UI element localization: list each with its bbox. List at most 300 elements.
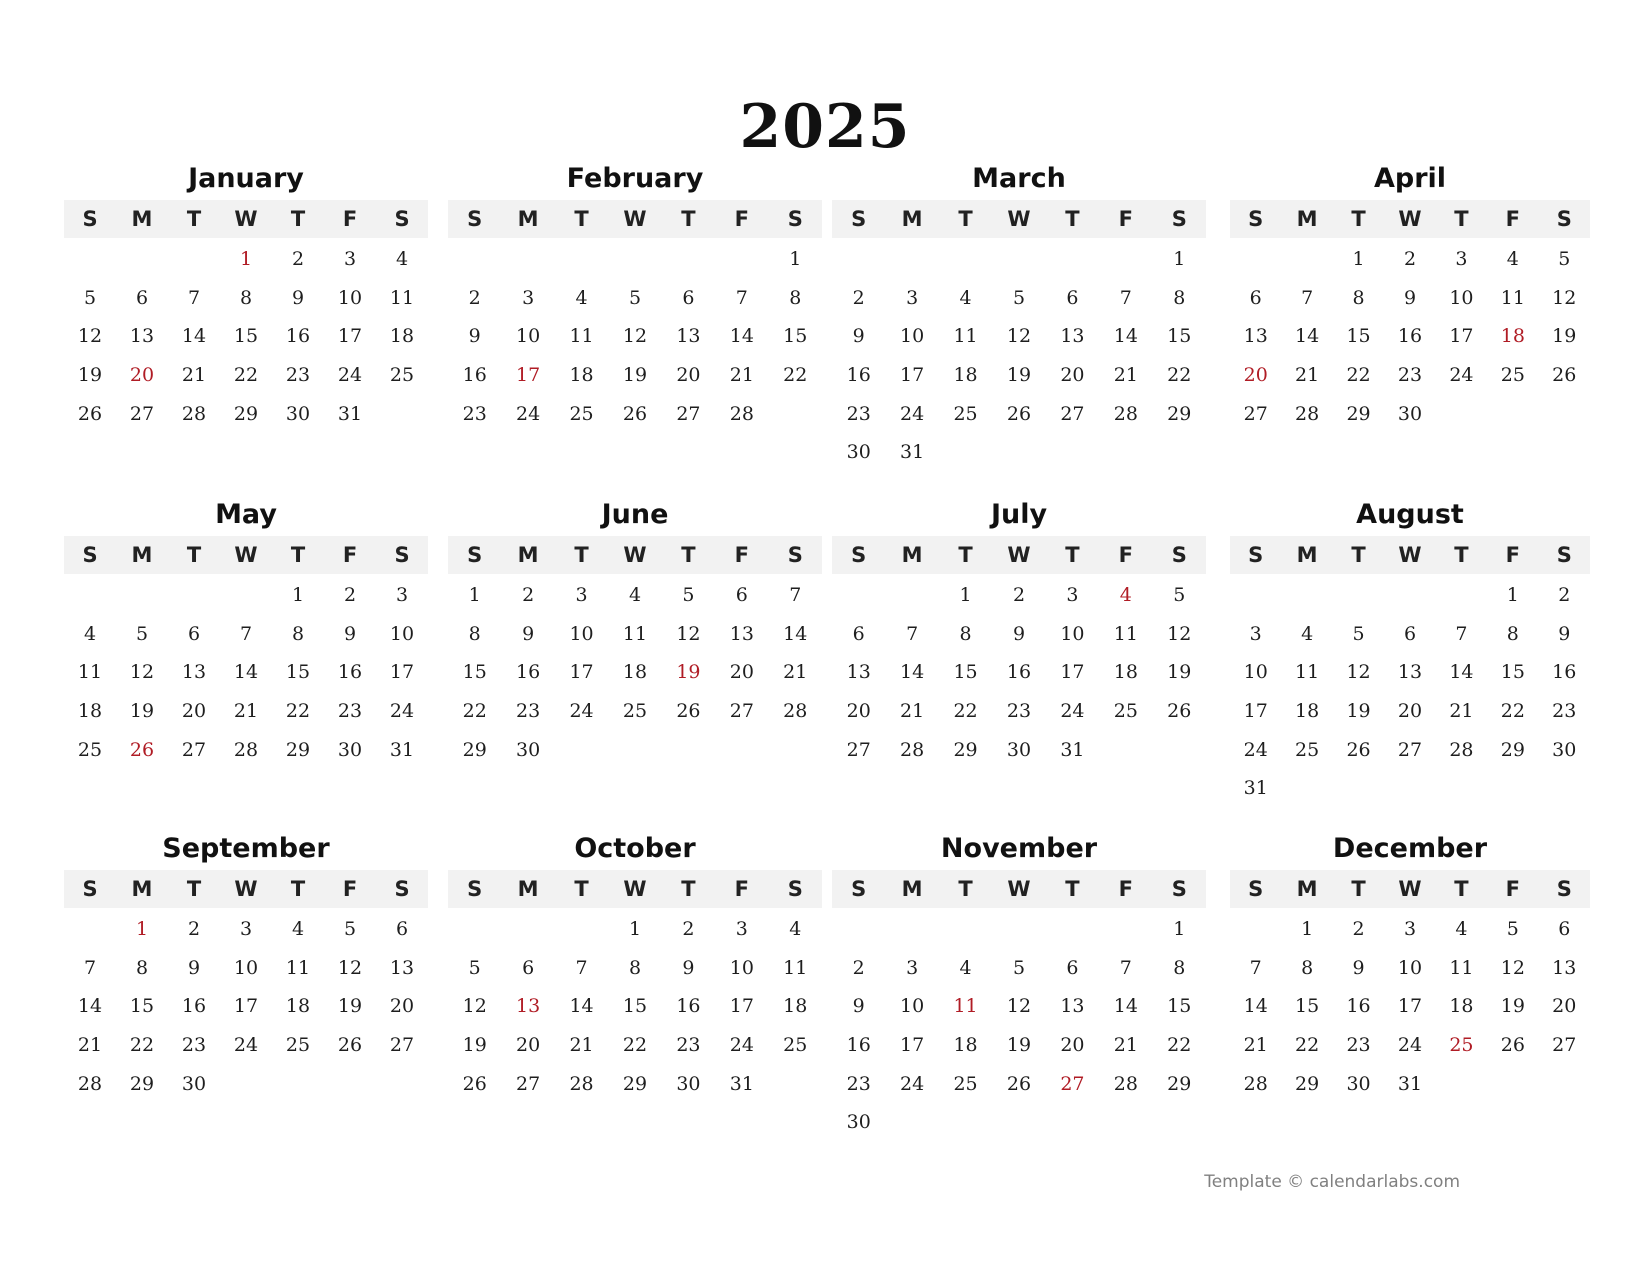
weekday-label: T <box>681 543 696 567</box>
day-cell: 17 <box>233 995 259 1018</box>
day-cell: 19 <box>129 700 155 723</box>
day-cell: 4 <box>395 248 409 270</box>
weekday-label: M <box>1296 877 1318 901</box>
empty-cell <box>555 240 608 279</box>
weekday-header <box>1230 870 1590 908</box>
day-cell: 9 <box>852 325 865 348</box>
weekday-label: S <box>82 207 98 231</box>
empty-cell <box>501 240 554 279</box>
day-cell: 2 <box>852 286 865 309</box>
day-cell: 15 <box>1167 325 1192 348</box>
day-cell: 13 <box>129 325 155 348</box>
day-grid <box>832 910 1206 1142</box>
weekday-label: W <box>1007 877 1031 901</box>
day-cell: 17 <box>1243 700 1268 723</box>
day-cell: 14 <box>77 995 103 1018</box>
day-cell: 26 <box>1552 364 1577 387</box>
day-cell: 14 <box>233 661 259 684</box>
day-cell: 31 <box>1243 777 1268 800</box>
day-cell: 30 <box>1346 1072 1371 1095</box>
day-cell: 13 <box>181 661 207 684</box>
day-cell: 13 <box>846 661 871 684</box>
day-cell: 24 <box>900 402 925 425</box>
day-cell: 9 <box>343 622 357 645</box>
weekday-label: S <box>1556 877 1572 901</box>
weekday-label: T <box>1065 207 1080 231</box>
day-cell: 17 <box>337 325 363 348</box>
day-cell: 12 <box>1500 956 1525 979</box>
day-cell: 5 <box>343 918 357 940</box>
day-grid <box>832 240 1206 472</box>
day-cell: 23 <box>676 1034 701 1057</box>
day-cell: 9 <box>291 286 305 309</box>
weekday-label: S <box>851 543 867 567</box>
weekday-label: T <box>1454 207 1469 231</box>
weekday-label: F <box>1505 543 1521 567</box>
day-cell: 20 <box>1397 700 1423 723</box>
day-cell: 9 <box>468 325 481 348</box>
day-cell: 27 <box>1243 402 1268 425</box>
holiday-date: 4 <box>1119 584 1132 606</box>
day-cell: 31 <box>1060 738 1085 761</box>
day-cell: 11 <box>285 956 311 979</box>
day-cell: 16 <box>285 325 311 348</box>
day-cell: 14 <box>729 325 754 348</box>
weekday-label: T <box>958 543 973 567</box>
day-cell: 3 <box>1249 622 1262 645</box>
holiday-date: 11 <box>953 995 978 1018</box>
month-title-february: February <box>566 163 704 194</box>
day-cell: 16 <box>1006 661 1032 684</box>
weekday-label: S <box>787 543 803 567</box>
weekday-label: S <box>851 877 867 901</box>
month-title-may: May <box>215 499 277 530</box>
holiday-date: 1 <box>239 248 253 270</box>
day-cell: 4 <box>959 956 972 979</box>
day-cell: 17 <box>389 661 415 684</box>
day-cell: 3 <box>906 956 919 979</box>
weekday-label: W <box>234 877 258 901</box>
day-cell: 11 <box>569 325 594 348</box>
day-cell: 28 <box>1113 1072 1138 1095</box>
day-cell: 4 <box>959 286 972 309</box>
weekday-label: S <box>1171 877 1187 901</box>
day-cell: 22 <box>783 364 808 387</box>
day-cell: 23 <box>181 1034 207 1057</box>
day-cell: 18 <box>1295 700 1320 723</box>
day-cell: 1 <box>1506 584 1519 606</box>
day-cell: 7 <box>735 286 748 309</box>
month-title-march: March <box>972 163 1066 194</box>
holiday-date: 27 <box>1060 1072 1085 1095</box>
day-cell: 23 <box>1006 700 1032 723</box>
day-cell: 2 <box>852 956 865 979</box>
day-cell: 16 <box>676 995 701 1018</box>
day-cell: 17 <box>569 661 594 684</box>
day-cell: 18 <box>1449 995 1474 1018</box>
day-cell: 6 <box>187 622 201 645</box>
day-cell: 21 <box>900 700 925 723</box>
day-cell: 6 <box>522 956 535 979</box>
weekday-label: W <box>1007 207 1031 231</box>
day-cell: 22 <box>1295 1034 1320 1057</box>
day-cell: 22 <box>233 364 259 387</box>
day-cell: 22 <box>285 700 311 723</box>
day-cell: 20 <box>389 995 415 1018</box>
day-cell: 9 <box>1012 622 1026 645</box>
day-cell: 10 <box>1060 622 1085 645</box>
empty-cell <box>662 240 715 279</box>
weekday-label: S <box>1556 207 1572 231</box>
day-cell: 3 <box>522 286 535 309</box>
day-cell: 8 <box>1173 956 1186 979</box>
day-cell: 4 <box>1455 918 1468 940</box>
weekday-header <box>64 870 428 908</box>
month-title-september: September <box>162 833 330 864</box>
day-cell: 10 <box>233 956 259 979</box>
weekday-label: W <box>623 877 647 901</box>
day-cell: 19 <box>1006 1034 1032 1057</box>
empty-cell <box>608 240 661 279</box>
day-cell: 11 <box>1500 286 1525 309</box>
day-cell: 30 <box>1552 738 1577 761</box>
empty-cell <box>939 910 992 949</box>
weekday-header <box>64 200 428 238</box>
weekday-header <box>64 536 428 574</box>
day-cell: 28 <box>233 738 259 761</box>
empty-cell <box>64 910 116 949</box>
day-cell: 22 <box>129 1034 155 1057</box>
day-cell: 25 <box>389 364 415 387</box>
weekday-label: S <box>467 543 483 567</box>
day-cell: 8 <box>1352 286 1365 309</box>
month-title-december: December <box>1332 833 1488 864</box>
day-cell: 2 <box>1403 248 1417 270</box>
holiday-date: 20 <box>129 364 155 387</box>
empty-cell <box>832 240 885 279</box>
day-cell: 12 <box>622 325 648 348</box>
day-cell: 11 <box>622 622 648 645</box>
day-cell: 13 <box>1552 956 1577 979</box>
weekday-label: S <box>394 877 410 901</box>
day-cell: 27 <box>846 738 871 761</box>
day-cell: 7 <box>1119 956 1132 979</box>
day-cell: 1 <box>789 248 802 270</box>
day-cell: 11 <box>1113 622 1138 645</box>
day-cell: 27 <box>1060 402 1085 425</box>
empty-cell <box>1230 576 1281 615</box>
weekday-label: W <box>623 543 647 567</box>
weekday-header <box>832 200 1206 238</box>
empty-cell <box>501 910 554 949</box>
empty-cell <box>1384 576 1435 615</box>
month-title-june: June <box>601 499 669 530</box>
weekday-label: S <box>394 543 410 567</box>
day-cell: 1 <box>959 584 972 606</box>
weekday-header <box>1230 536 1590 574</box>
day-cell: 27 <box>389 1034 415 1057</box>
day-cell: 16 <box>1346 995 1371 1018</box>
weekday-label: M <box>131 207 153 231</box>
day-cell: 27 <box>1397 738 1423 761</box>
month-july <box>832 498 1206 769</box>
weekday-label: T <box>1351 543 1366 567</box>
day-cell: 15 <box>783 325 808 348</box>
holiday-date: 1 <box>135 918 149 940</box>
day-cell: 20 <box>1552 995 1577 1018</box>
day-cell: 7 <box>906 622 919 645</box>
day-cell: 23 <box>1346 1034 1371 1057</box>
day-cell: 13 <box>1243 325 1268 348</box>
month-november <box>832 832 1206 1142</box>
month-title-august: August <box>1356 499 1464 530</box>
year-title: 2025 <box>739 92 911 162</box>
day-cell: 10 <box>337 286 363 309</box>
day-cell: 6 <box>395 918 409 940</box>
weekday-label: S <box>467 877 483 901</box>
day-cell: 16 <box>1552 661 1577 684</box>
day-cell: 2 <box>1558 584 1571 606</box>
empty-cell <box>168 240 220 279</box>
day-cell: 24 <box>1060 700 1085 723</box>
day-cell: 29 <box>233 402 259 425</box>
weekday-label: W <box>1398 543 1422 567</box>
day-cell: 21 <box>1113 1034 1138 1057</box>
day-grid <box>1230 240 1590 433</box>
day-cell: 17 <box>1449 325 1474 348</box>
empty-cell <box>1046 910 1099 949</box>
day-cell: 6 <box>735 584 748 606</box>
month-february <box>448 162 822 433</box>
weekday-label: T <box>574 543 589 567</box>
day-cell: 26 <box>676 700 701 723</box>
day-cell: 14 <box>900 661 925 684</box>
weekday-label: S <box>787 207 803 231</box>
weekday-label: M <box>1296 207 1318 231</box>
day-cell: 28 <box>569 1072 594 1095</box>
day-cell: 21 <box>181 364 207 387</box>
day-cell: 19 <box>1346 700 1371 723</box>
day-grid <box>448 240 822 433</box>
template-credit: Template © calendarlabs.com <box>1204 1172 1460 1192</box>
weekday-label: T <box>1454 877 1469 901</box>
empty-cell <box>1230 240 1281 279</box>
weekday-label: F <box>342 207 358 231</box>
day-cell: 3 <box>395 584 409 606</box>
empty-cell <box>992 240 1045 279</box>
month-june <box>448 498 822 769</box>
month-title-april: April <box>1373 163 1447 194</box>
day-cell: 5 <box>1506 918 1519 940</box>
day-cell: 12 <box>1167 622 1192 645</box>
month-september <box>64 832 428 1103</box>
weekday-label: S <box>1248 877 1264 901</box>
month-title-july: July <box>990 499 1048 530</box>
day-cell: 8 <box>1506 622 1519 645</box>
day-cell: 21 <box>233 700 259 723</box>
day-cell: 24 <box>1449 364 1474 387</box>
day-cell: 8 <box>239 286 253 309</box>
day-cell: 9 <box>852 995 865 1018</box>
day-cell: 22 <box>1346 364 1371 387</box>
day-cell: 6 <box>1066 956 1079 979</box>
day-cell: 24 <box>337 364 363 387</box>
day-cell: 5 <box>628 286 642 309</box>
holiday-date: 19 <box>676 661 701 684</box>
day-cell: 18 <box>569 364 594 387</box>
day-cell: 12 <box>676 622 701 645</box>
weekday-label: S <box>1556 543 1572 567</box>
weekday-label: S <box>394 207 410 231</box>
day-cell: 3 <box>1455 248 1468 270</box>
day-cell: 9 <box>682 956 695 979</box>
day-cell: 14 <box>783 622 808 645</box>
day-cell: 26 <box>1346 738 1371 761</box>
day-cell: 8 <box>959 622 972 645</box>
day-cell: 31 <box>729 1072 754 1095</box>
day-cell: 21 <box>729 364 754 387</box>
day-cell: 23 <box>846 1072 871 1095</box>
day-cell: 24 <box>233 1034 259 1057</box>
weekday-label: W <box>623 207 647 231</box>
month-title-october: October <box>574 833 696 864</box>
weekday-label: T <box>681 877 696 901</box>
day-cell: 25 <box>1113 700 1138 723</box>
weekday-label: T <box>186 207 202 231</box>
day-cell: 6 <box>682 286 695 309</box>
day-cell: 30 <box>1397 402 1423 425</box>
day-cell: 10 <box>516 325 541 348</box>
day-cell: 14 <box>569 995 594 1018</box>
day-cell: 25 <box>1295 738 1320 761</box>
day-cell: 20 <box>181 700 207 723</box>
day-cell: 6 <box>1558 918 1571 940</box>
empty-cell <box>885 576 938 615</box>
day-cell: 19 <box>622 364 648 387</box>
day-cell: 2 <box>1012 584 1026 606</box>
day-cell: 10 <box>900 325 925 348</box>
weekday-label: M <box>131 877 153 901</box>
day-cell: 1 <box>291 584 305 606</box>
day-cell: 4 <box>83 622 97 645</box>
weekday-label: F <box>734 543 750 567</box>
day-cell: 13 <box>1397 661 1423 684</box>
day-grid <box>64 240 428 433</box>
weekday-label: W <box>1398 877 1422 901</box>
day-cell: 25 <box>77 738 103 761</box>
day-cell: 22 <box>462 700 487 723</box>
day-cell: 21 <box>1449 700 1474 723</box>
day-cell: 7 <box>1119 286 1132 309</box>
day-cell: 25 <box>285 1034 311 1057</box>
empty-cell <box>64 576 116 615</box>
day-cell: 20 <box>516 1034 541 1057</box>
day-cell: 15 <box>1167 995 1192 1018</box>
weekday-label: F <box>342 543 358 567</box>
day-cell: 6 <box>852 622 865 645</box>
day-cell: 9 <box>187 956 201 979</box>
day-cell: 2 <box>468 286 481 309</box>
day-cell: 30 <box>516 738 541 761</box>
empty-cell <box>116 576 168 615</box>
day-cell: 23 <box>462 402 487 425</box>
day-cell: 15 <box>1295 995 1320 1018</box>
weekday-label: W <box>234 543 258 567</box>
weekday-label: M <box>901 877 923 901</box>
day-cell: 24 <box>1397 1034 1423 1057</box>
day-cell: 4 <box>1506 248 1519 270</box>
day-cell: 17 <box>729 995 754 1018</box>
weekday-header <box>1230 200 1590 238</box>
weekday-label: W <box>1007 543 1031 567</box>
day-cell: 22 <box>1167 1034 1192 1057</box>
day-cell: 27 <box>181 738 207 761</box>
weekday-label: F <box>1118 207 1134 231</box>
day-cell: 10 <box>1243 661 1268 684</box>
day-grid <box>1230 576 1590 808</box>
day-cell: 21 <box>1113 364 1138 387</box>
day-cell: 27 <box>129 402 155 425</box>
day-cell: 19 <box>1500 995 1525 1018</box>
empty-cell <box>1333 576 1384 615</box>
day-cell: 2 <box>522 584 535 606</box>
month-january <box>64 162 428 433</box>
day-cell: 9 <box>1558 622 1571 645</box>
day-cell: 5 <box>135 622 149 645</box>
day-cell: 30 <box>846 1111 871 1134</box>
day-cell: 10 <box>569 622 594 645</box>
day-cell: 16 <box>181 995 207 1018</box>
day-cell: 21 <box>783 661 808 684</box>
day-cell: 28 <box>181 402 207 425</box>
day-cell: 27 <box>1552 1034 1577 1057</box>
month-may <box>64 498 428 769</box>
day-cell: 24 <box>569 700 594 723</box>
day-cell: 29 <box>462 738 487 761</box>
day-cell: 21 <box>569 1034 594 1057</box>
day-cell: 11 <box>953 325 978 348</box>
day-cell: 5 <box>1558 248 1571 270</box>
day-cell: 23 <box>337 700 363 723</box>
day-cell: 6 <box>1249 286 1262 309</box>
day-cell: 20 <box>1060 364 1085 387</box>
day-cell: 18 <box>1113 661 1138 684</box>
weekday-label: S <box>1171 207 1187 231</box>
day-cell: 24 <box>389 700 415 723</box>
day-cell: 12 <box>1006 325 1032 348</box>
day-cell: 28 <box>783 700 808 723</box>
day-cell: 22 <box>1500 700 1525 723</box>
month-august <box>1230 498 1590 808</box>
day-cell: 8 <box>135 956 149 979</box>
weekday-label: S <box>1171 543 1187 567</box>
day-cell: 5 <box>1173 584 1186 606</box>
month-title-january: January <box>188 163 304 194</box>
weekday-label: M <box>901 207 923 231</box>
day-cell: 16 <box>337 661 363 684</box>
day-cell: 6 <box>135 286 149 309</box>
day-cell: 26 <box>1500 1034 1525 1057</box>
day-cell: 21 <box>1295 364 1320 387</box>
day-cell: 11 <box>783 956 808 979</box>
day-cell: 31 <box>389 738 415 761</box>
day-cell: 25 <box>569 402 594 425</box>
empty-cell <box>992 910 1045 949</box>
day-cell: 19 <box>1167 661 1192 684</box>
weekday-header <box>832 870 1206 908</box>
weekday-label: F <box>342 877 358 901</box>
day-cell: 20 <box>729 661 754 684</box>
